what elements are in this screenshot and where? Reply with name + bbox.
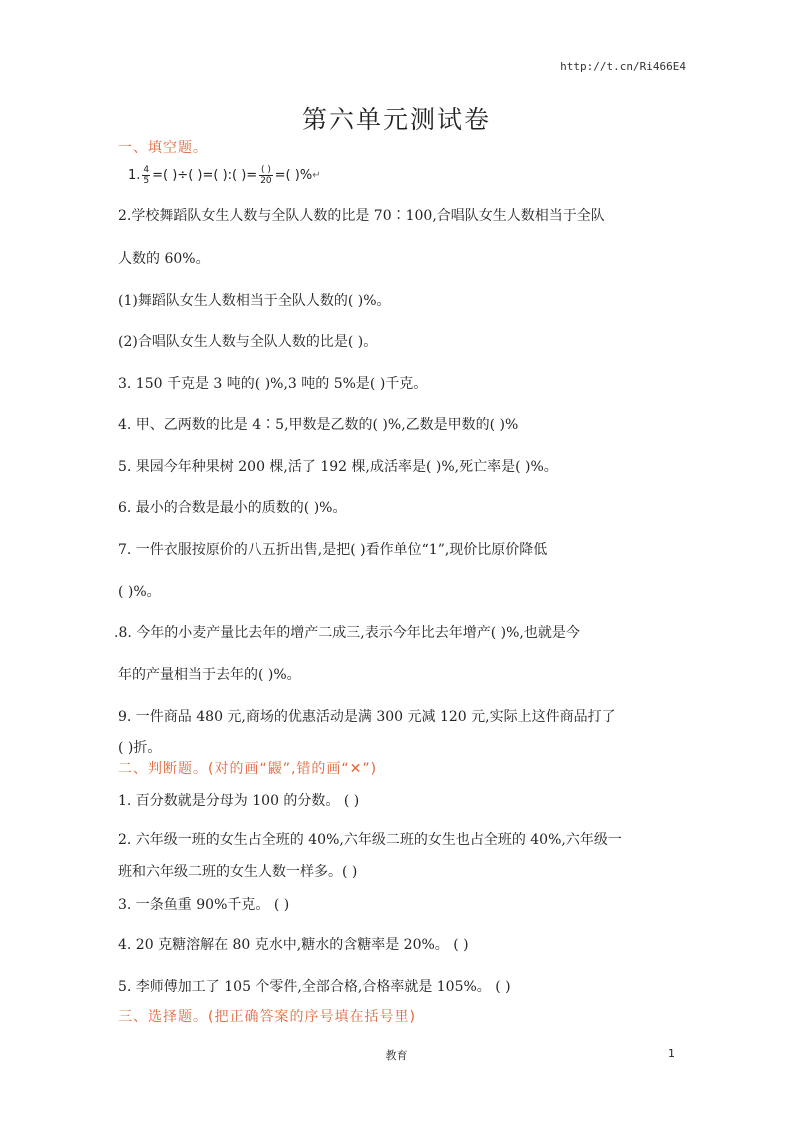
judge-question-1: 1. 百分数就是分母为 100 的分数。 ( ) [118, 793, 360, 809]
footer-label: 教育 [385, 1049, 408, 1062]
question-9-line-2: ( )折。 [118, 740, 162, 756]
q1-fraction-2 [259, 165, 272, 186]
page-number: 1 [668, 1047, 675, 1060]
question-4: 4. 甲、乙两数的比是 4∶5,甲数是乙数的( )%,乙数是甲数的( )% [118, 417, 519, 433]
question-8-line-1: .8. 今年的小麦产量比去年的增产二成三,表示今年比去年增产( )%,也就是今 [114, 625, 580, 641]
q1-fraction-2-numerator: ( ) [260, 165, 271, 175]
section-heading-true-false: 二、判断题。(对的画“鼹”,错的画“✕”) [118, 761, 378, 777]
judge-question-3: 3. 一条鱼重 90%千克。 ( ) [118, 897, 290, 913]
question-2-sub-1: (1)舞蹈队女生人数相当于全队人数的( )%。 [118, 293, 391, 309]
q1-part2: =( )% [274, 168, 313, 183]
page-title: 第六单元测试卷 [301, 105, 491, 134]
question-7-line-1: 7. 一件衣服按原价的八五折出售,是把( )看作单位“1”,现价比原价降低 [118, 542, 548, 558]
judge-question-4: 4. 20 克糖溶解在 80 克水中,糖水的含糖率是 20%。 ( ) [118, 937, 469, 953]
question-5: 5. 果园今年种果树 200 棵,活了 192 棵,成活率是( )%,死亡率是( )%。 [118, 459, 558, 475]
q1-fraction-denominator: 5 [143, 176, 150, 186]
q1-fraction-numerator: 4 [143, 165, 150, 175]
section-heading-fill-blank: 一、填空题。 [118, 140, 208, 156]
section-heading-multiple-choice: 三、选择题。(把正确答案的序号填在括号里) [118, 1009, 416, 1025]
question-7-line-2: ( )%。 [118, 584, 161, 600]
question-6: 6. 最小的合数是最小的质数的( )%。 [118, 500, 347, 516]
question-1 [128, 165, 321, 191]
q1-fraction [142, 165, 150, 186]
paragraph-mark: ↵ [312, 170, 321, 181]
question-2-sub-2: (2)合唱队女生人数与全队人数的比是( )。 [118, 334, 378, 350]
question-2-line-2: 人数的 60%。 [118, 251, 210, 267]
q1-prefix: 1. [128, 168, 141, 183]
q1-fraction-2-denominator: 20 [260, 176, 272, 186]
judge-question-5: 5. 李师傅加工了 105 个零件,全部合格,合格率就是 105%。 ( ) [118, 979, 511, 995]
question-9-line-1: 9. 一件商品 480 元,商场的优惠活动是满 300 元减 120 元,实际上这件商品打了 [118, 709, 616, 725]
judge-question-2-line-2: 班和六年级二班的女生人数一样多。( ) [118, 864, 358, 880]
q1-part1: =( )÷( )=( ):( )= [152, 168, 258, 183]
judge-question-2-line-1: 2. 六年级一班的女生占全班的 40%,六年级二班的女生也占全班的 40%,六年级一 [118, 832, 622, 848]
question-8-line-2: 年的产量相当于去年的( )%。 [118, 667, 301, 683]
question-3: 3. 150 千克是 3 吨的( )%,3 吨的 5%是( )千克。 [118, 376, 428, 392]
header-url: http://t.cn/Ri466E4 [560, 60, 686, 73]
question-2-line-1: 2.学校舞蹈队女生人数与全队人数的比是 70∶100,合唱队女生人数相当于全队 [118, 208, 605, 224]
